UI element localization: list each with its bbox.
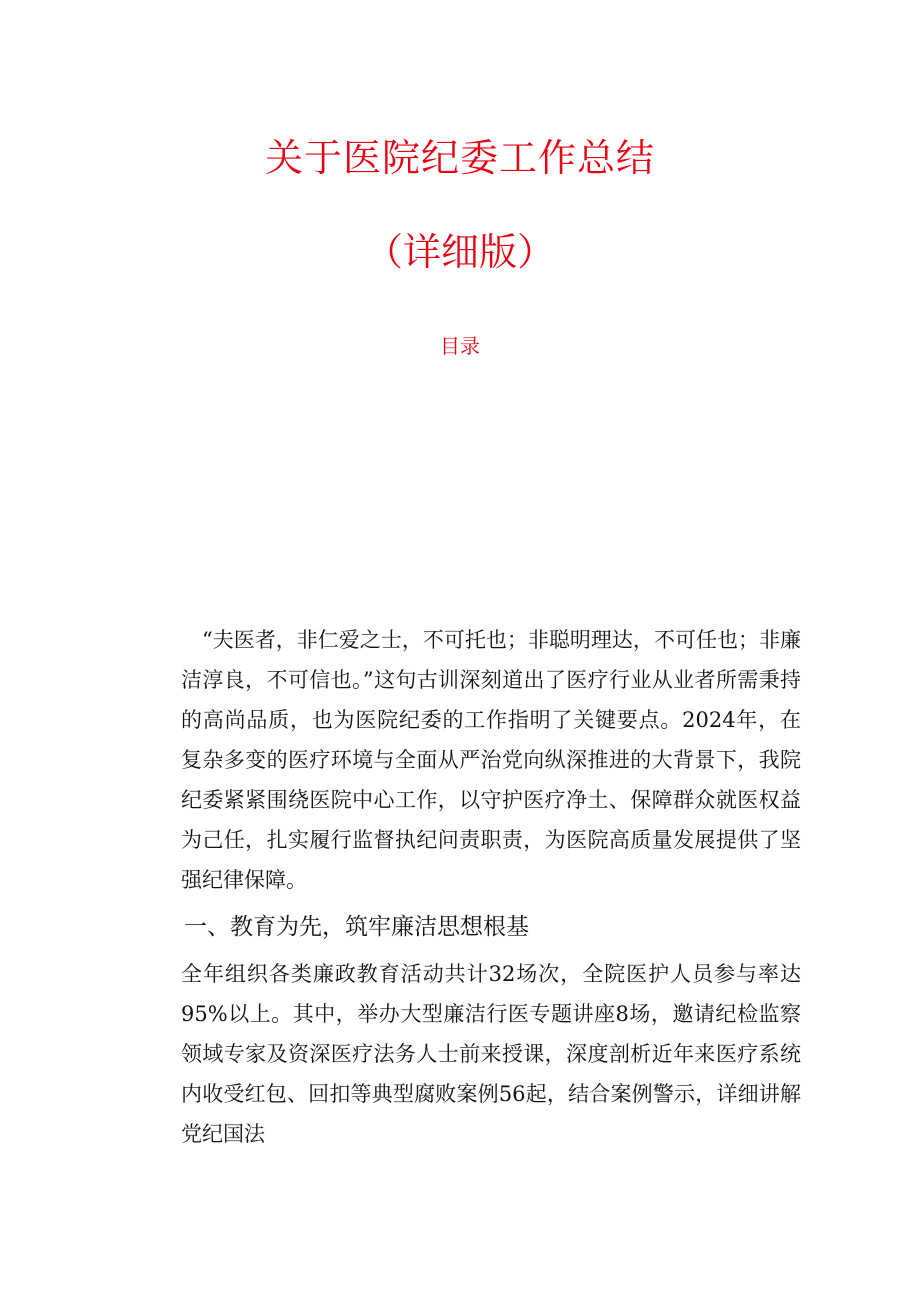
table-of-contents-label: 目录	[440, 334, 480, 358]
intro-paragraph: “夫医者，非仁爱之士，不可托也；非聪明理达，不可任也；非廉洁淳良，不可信也。”这句古训深刻道出了医疗行业从业者所需秉持的高尚品质，也为医院纪委的工作指明了关键要点。2024年，在复杂多变的医疗环境与全面从严治党向纵深推进的大背景下，我院纪委紧紧围绕医院中心工作，以守护医疗净土、保障群众就医权益为己任，扎实履行监督执纪问责职责，为医院高质量发展提供了坚强纪律保障。	[181, 628, 801, 892]
document-subtitle: （详细版）	[364, 230, 555, 274]
section-heading-1: 一、教育为先，筑牢廉洁思想根基	[184, 914, 529, 940]
section-1-paragraph: 全年组织各类廉政教育活动共计32场次，全院医护人员参与率达95%以上。其中，举办大型廉洁行医专题讲座8场，邀请纪检监察领域专家及资深医疗法务人士前来授课，深度剖析近年来医疗系统内收受红包、回扣等典型腐败案例56起，结合案例警示，详细讲解党纪国法	[181, 962, 801, 1146]
document-title: 关于医院纪委工作总结	[264, 136, 655, 180]
